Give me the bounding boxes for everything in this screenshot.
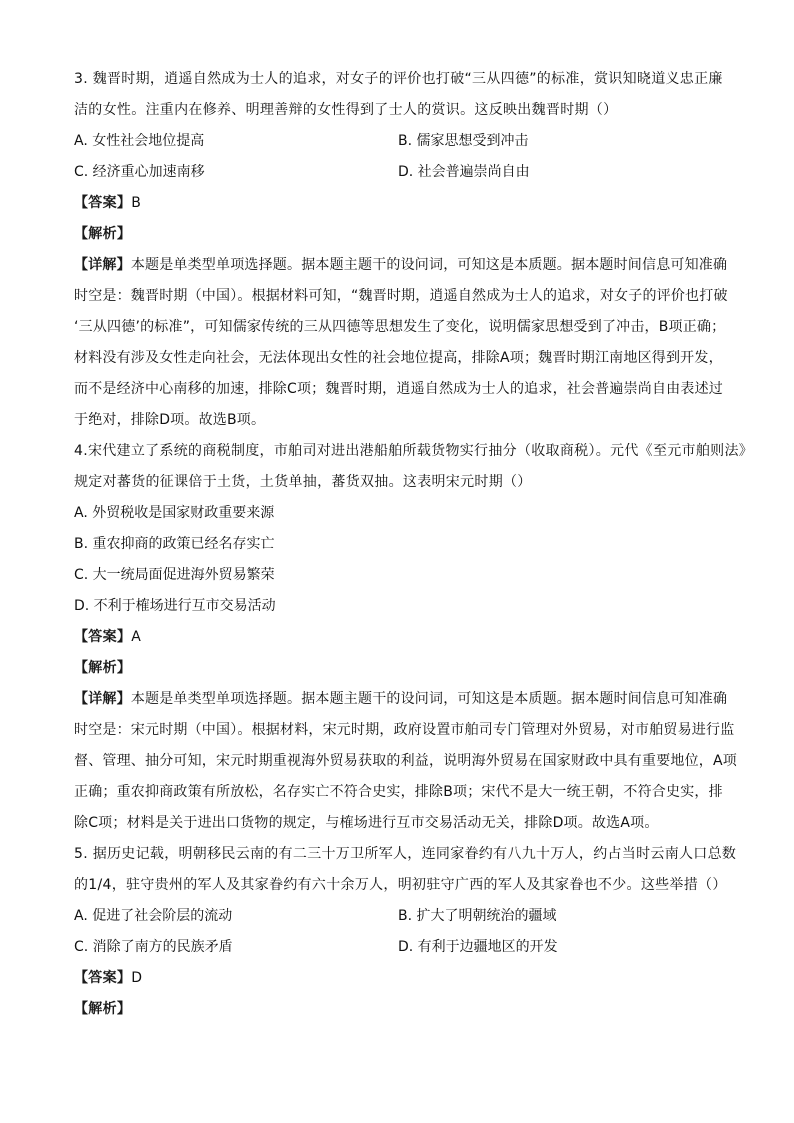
analysis-label: 【解析】 [74,226,132,242]
question-5-option-b: B. 扩大了明朝统治的疆域 [398,908,557,924]
question-4-option-row [74,498,722,529]
detail-line: 除C项；材料是关于进出口货物的规定，与榷场进行互市交易活动无关，排除D项。故选A项。 [74,815,659,831]
question-3-options-row-2 [74,157,722,188]
question-4-option-d: D. 不利于榷场进行互市交易活动 [74,598,276,614]
question-5-option-c: C. 消除了南方的民族矛盾 [74,939,233,955]
question-4-stem-line-2: 规定对蕃货的征课倍于土货，土货单抽，蕃货双抽。这表明宋元时期（） [74,474,532,490]
detail-label: 【详解】 [74,691,131,707]
question-5-stem-line-2: 的1/4，驻守贵州的军人及其家眷约有六十余万人，明初驻守广西的军人及其家眷也不少。这些举措（） [74,877,727,893]
question-4-stem-line-1: 4.宋代建立了系统的商税制度，市舶司对进出港船舶所载货物实行抽分（收取商税）。元代《至元市舶则法》 [74,443,754,459]
answer-value: B [131,195,142,211]
question-3-stem-line-1: 3. 魏晋时期，逍遥自然成为士人的追求，对女子的评价也打破“三从四德”的标准，赏识知晓道义忠正廉 [74,71,723,87]
question-5-answer [74,963,722,994]
question-3-stem-line-2: 洁的女性。注重内在修养、明理善辩的女性得到了士人的赏识。这反映出魏晋时期（） [74,102,618,118]
question-3-option-d: D. 社会普遍崇尚自由 [398,164,530,180]
answer-label: 【答案】 [74,970,132,986]
detail-label: 【详解】 [74,257,131,273]
question-3-options-row-1 [74,126,722,157]
answer-value: A [131,629,142,645]
question-4-analysis-heading [74,653,722,684]
question-4-option-row [74,560,722,591]
question-4-option-a: A. 外贸税收是国家财政重要来源 [74,505,275,521]
detail-line: 而不是经济中心南移的加速，排除C项；魏晋时期，逍遥自然成为士人的追求，社会普遍崇尚自由表述过 [74,381,723,397]
detail-line: 正确；重农抑商政策有所放松，名存实亡不符合史实，排除B项；宋代不是大一统王朝，不符合史实，排 [74,784,723,800]
detail-line: 于绝对，排除D项。故选B项。 [74,412,266,428]
question-4 [74,436,754,839]
analysis-label: 【解析】 [74,1001,132,1017]
question-4-option-row [74,591,722,622]
question-5 [74,839,737,1025]
detail-line: 材料没有涉及女性走向社会，无法体现出女性的社会地位提高，排除A项；魏晋时期江南地区得到开发， [74,350,723,366]
answer-value: D [131,970,143,986]
detail-line: 时空是：魏晋时期（中国）。根据材料可知，“魏晋时期，逍遥自然成为士人的追求，对女子的评价也打破 [74,288,728,304]
question-3-option-c: C. 经济重心加速南移 [74,164,205,180]
question-5-options-row-1 [74,901,722,932]
question-4-option-c: C. 大一统局面促进海外贸易繁荣 [74,567,275,583]
question-5-option-d: D. 有利于边疆地区的开发 [398,939,558,955]
detail-line: 督、管理、抽分可知，宋元时期重视海外贸易获取的利益，说明海外贸易在国家财政中具有重要地位，A项 [74,753,737,769]
detail-line [74,250,728,281]
detail-line: 时空是：宋元时期（中国）。根据材料，宋元时期，政府设置市舶司专门管理对外贸易，对市舶贸易进行监 [74,722,735,738]
question-4-detail [74,684,737,839]
question-5-options-row-2 [74,932,722,963]
detail-line: ‘三从四德’的标准”，可知儒家传统的三从四德等思想发生了变化，说明儒家思想受到了冲击，B项正确； [74,319,726,335]
question-5-stem-line-1: 5. 据历史记载，明朝移民云南的有二三十万卫所军人，连同家眷约有八九十万人，约占当时云南人口总数 [74,846,737,862]
document-content [74,64,754,1025]
question-5-option-a: A. 促进了社会阶层的流动 [74,908,233,924]
question-3-analysis-heading [74,219,722,250]
question-5-analysis-heading [74,994,722,1025]
question-3 [74,64,728,436]
question-4-option-row [74,529,722,560]
detail-text: 本题是单类型单项选择题。据本题主题干的设问词，可知这是本质题。据本题时间信息可知准确 [130,257,728,273]
question-3-detail [74,250,728,436]
answer-label: 【答案】 [74,195,132,211]
detail-text: 本题是单类型单项选择题。据本题主题干的设问词，可知这是本质题。据本题时间信息可知准确 [130,691,728,707]
question-4-answer [74,622,722,653]
question-3-option-b: B. 儒家思想受到冲击 [398,133,529,149]
question-4-option-b: B. 重农抑商的政策已经名存实亡 [74,536,275,552]
analysis-label: 【解析】 [74,660,132,676]
detail-line [74,684,728,715]
question-3-option-a: A. 女性社会地位提高 [74,133,205,149]
answer-label: 【答案】 [74,629,132,645]
question-3-answer [74,188,722,219]
